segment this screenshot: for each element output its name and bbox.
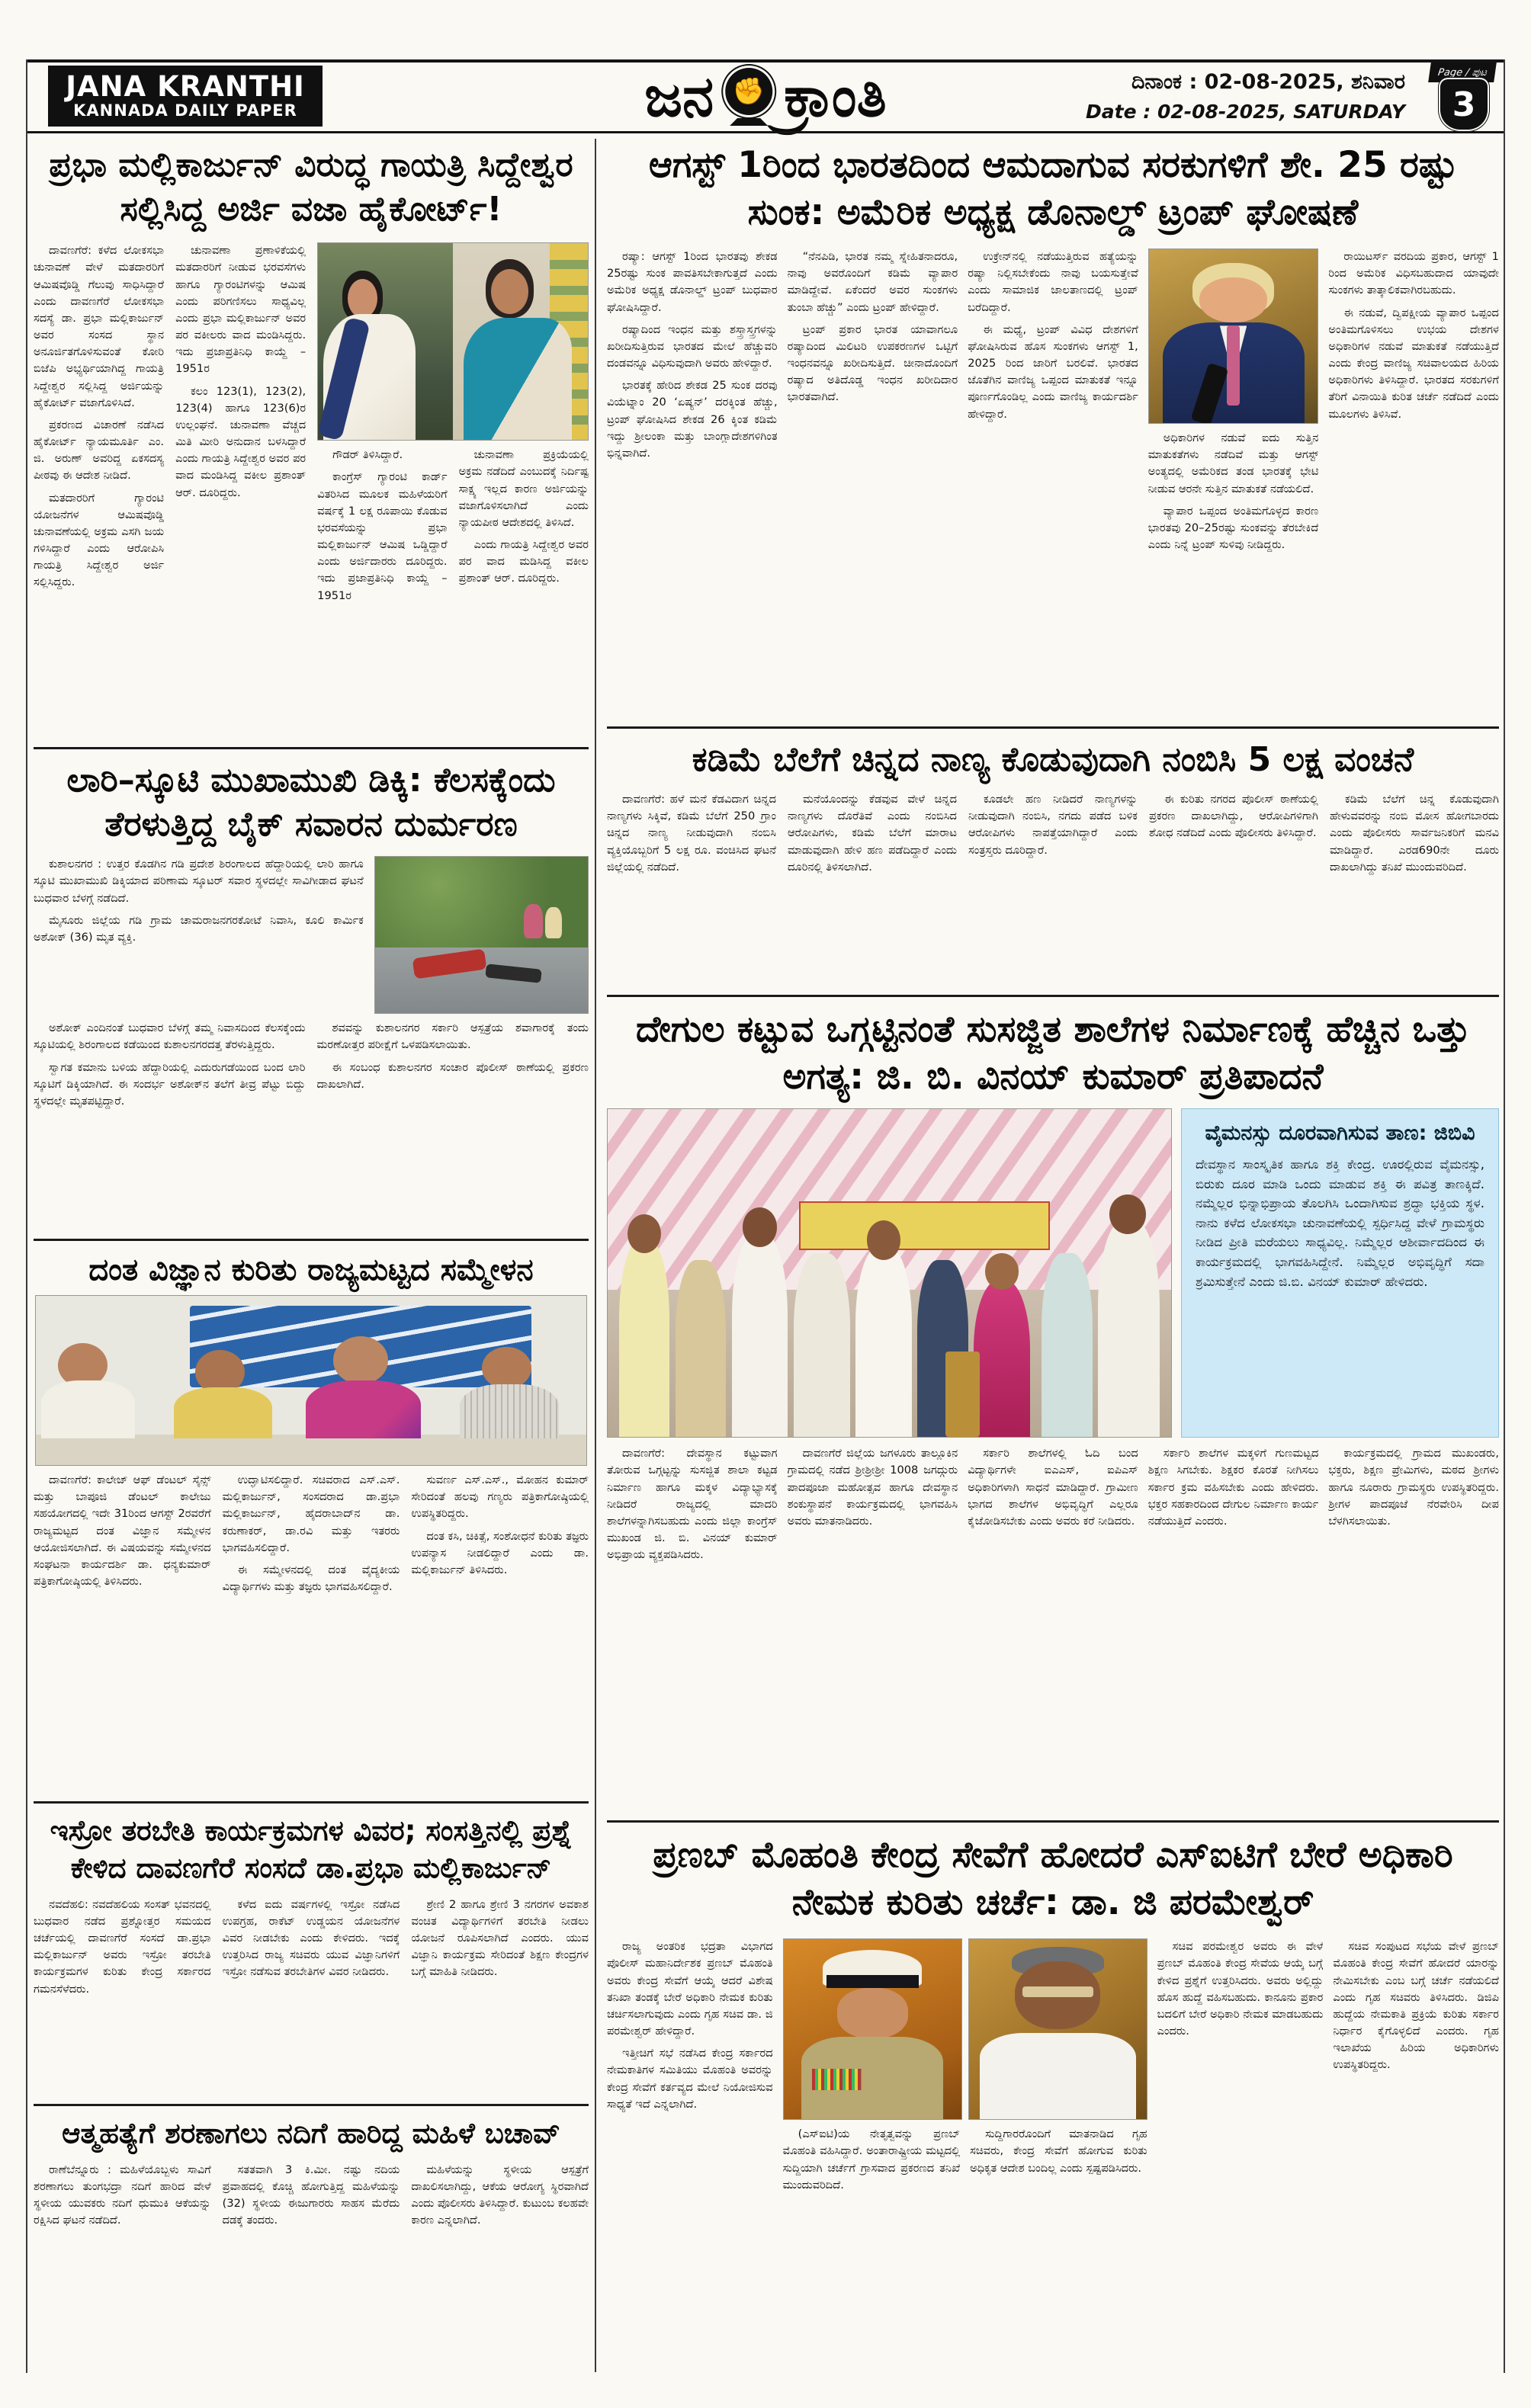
temple-col-3: ಸರ್ಕಾರಿ ಶಾಲೆಗಳಲ್ಲಿ ಓದಿ ಬಂದ ವಿದ್ಯಾರ್ಥಿಗಳೇ ಐಎಎಸ್, ಐಪಿಎಸ್ ಅಧಿಕಾರಿಗಳಾಗಿ ಸಾಧನೆ ಮಾಡಿದ್ದಾರೆ. ಗ್ರಾಮೀಣ ಭಾಗದ ಶಾಲೆಗಳ ಅಭಿವೃದ್ಧಿಗೆ ಎಲ್ಲರೂ ಕೈಜೋಡಿಸಬೇಕು ಎಂದು ಅವರು ಕರೆ ನೀಡಿದರು.: [968, 1447, 1138, 1528]
headline-dental: ದಂತ ವಿಜ್ಞಾನ ಕುರಿತು ರಾಜ್ಯಮಟ್ಟದ ಸಮ್ಮೇಳನ: [88, 1252, 534, 1288]
trump-col-2: “ನೆನಪಿಡಿ, ಭಾರತ ನಮ್ಮ ಸ್ನೇಹಿತನಾದರೂ, ನಾವು ಅವರೊಂದಿಗೆ ಕಡಿಮೆ ವ್ಯಾಪಾರ ಮಾಡಿದ್ದೇವೆ. ಏಕೆಂದರೆ ಅವರ ಸುಂಕಗಳು ತುಂಬಾ ಹೆಚ್ಚು” ಎಂದು ಟ್ರಂಪ್ ಹೇಳಿದ್ದಾರೆ. ಟ್ರಂಪ್ ಪ್ರಕಾರ ಭಾರತ ಯಾವಾಗಲೂ ರಷ್ಯಾದಿಂದ ಮಿಲಿಟರಿ ಉಪಕರಣಗಳ ಒಟ್ಟಿಗೆ ಇಂಧನವನ್ನೂ ಖರೀದಿಸುತ್ತಿದೆ. ಚೀನಾದೊಂದಿಗೆ ರಷ್ಯಾದ ಅತಿದೊಡ್ಡ ಇಂಧನ ಖರೀದಿದಾರ ಭಾರತವಾಗಿದೆ.: [787, 250, 958, 404]
masthead-dates: [1086, 70, 1405, 123]
dental-col-1: ದಾವಣಗೆರೆ: ಕಾಲೇಜ್ ಆಫ್ ಡೆಂಟಲ್ ಸೈನ್ಸ್ ಮತ್ತು ಬಾಪೂಜಿ ಡೆಂಟಲ್ ಕಾಲೇಜು ಸಹಯೋಗದಲ್ಲಿ ಇದೇ 31ರಿಂದ ಆಗಸ್ಟ್ 2ರವರೆಗೆ ರಾಜ್ಯಮಟ್ಟದ ದಂತ ವಿಜ್ಞಾನ ಸಮ್ಮೇಳನ ಆಯೋಜಿಸಲಾಗಿದೆ. ಈ ವಿಷಯವನ್ನು ಸಮ್ಮೇಳನದ ಸಂಘಟನಾ ಕಾರ್ಯದರ್ಶಿ ಡಾ. ಧನ್ಯಕುಮಾರ್ ಪತ್ರಿಕಾಗೋಷ್ಠಿಯಲ್ಲಿ ತಿಳಿಸಿದರು.: [34, 1473, 211, 1589]
page-number-badge: [1430, 63, 1500, 133]
sit-col-5: ಸಚಿವ ಸಂಪುಟದ ಸಭೆಯ ವೇಳೆ ಪ್ರಣಬ್ ಮೊಹಂತಿ ಕೇಂದ್ರ ಸೇವೆಗೆ ಹೋದರೆ ಯಾರನ್ನು ನೇಮಿಸಬೇಕು ಎಂಬ ಬಗ್ಗೆ ಚರ್ಚೆ ನಡೆಯಲಿದೆ ಎಂದು ಗೃಹ ಸಚಿವರು ತಿಳಿಸಿದರು. ಡಿಜಿಪಿ ಹುದ್ದೆಯ ನೇಮಕಾತಿ ಪ್ರಕ್ರಿಯೆ ಕುರಿತು ಸರ್ಕಾರ ನಿರ್ಧಾರ ಕೈಗೊಳ್ಳಲಿದೆ ಎಂದರು. ಗೃಹ ಇಲಾಖೆಯ ಹಿರಿಯ ಅಧಿಕಾರಿಗಳು ಉಪಸ್ಥಿತರಿದ್ದರು.: [1333, 1940, 1500, 2072]
quote-box-text: ದೇವಸ್ಥಾನ ಸಾಂಸ್ಕೃತಿಕ ಹಾಗೂ ಶಕ್ತಿ ಕೇಂದ್ರ. ಊರಲ್ಲಿರುವ ವೈಮನಸ್ಸು, ಬಿರುಕು ದೂರ ಮಾಡಿ ಒಂದು ಮಾಡುವ ಶಕ್ತಿ ಈ ಪವಿತ್ರ ತಾಣಕ್ಕಿದೆ. ನಮ್ಮೆಲ್ಲರ ಭಿನ್ನಾಭಿಪ್ರಾಯ ತೊಲಗಿಸಿ ಒಂದಾಗಿಸುವ ಶ್ರದ್ಧಾ ಭಕ್ತಿಯ ಸ್ಥಳ. ನಾನು ಕಳೆದ ಲೋಕಸಭಾ ಚುನಾವಣೆಯಲ್ಲಿ ಸ್ಪರ್ಧಿಸಿದ್ದ ವೇಳೆ ಗ್ರಾಮಸ್ಥರು ನೀಡಿದ ಪ್ರೀತಿ ಮರೆಯಲು ಸಾಧ್ಯವಿಲ್ಲ. ನಿಮ್ಮೆಲ್ಲರ ಆಶೀರ್ವಾದದಿಂದ ಈ ಕಾರ್ಯಕ್ರಮದಲ್ಲಿ ಭಾಗವಹಿಸಿದ್ದೇನೆ. ನಿಮ್ಮೆಲ್ಲರ ಅಭಿವೃದ್ಧಿಗೆ ಸದಾ ಶ್ರಮಿಸುತ್ತೇನೆ ಎಂದು ಜಿ.ಬಿ. ವಿನಯ್ ಕುಮಾರ್ ಹೇಳಿದರು.: [1196, 1157, 1484, 1289]
sit-mid-col-1: (ಎಸ್‌ಐಟಿ)ಯ ನೇತೃತ್ವವನ್ನು ಪ್ರಣಬ್ ಮೊಹಂತಿ ವಹಿಸಿದ್ದಾರೆ. ಅಂತಾರಾಷ್ಟ್ರೀಯ ಮಟ್ಟದಲ್ಲಿ ಸುದ್ದಿಯಾಗಿ ಚರ್ಚೆಗೆ ಗ್ರಾಸವಾದ ಪ್ರಕರಣದ ತನಿಖೆ ಮುಂದುವರಿದಿದೆ.: [782, 2127, 961, 2192]
separator: [607, 726, 1499, 729]
isro-col-3: ಶ್ರೇಣಿ 2 ಹಾಗೂ ಶ್ರೇಣಿ 3 ನಗರಗಳ ಅವಕಾಶ ವಂಚಿತ ವಿದ್ಯಾರ್ಥಿಗಳಿಗೆ ತರಬೇತಿ ನೀಡಲು ಯೋಜನೆ ರೂಪಿಸಲಾಗಿದೆ ಎಂದರು. ಯುವ ವಿಜ್ಞಾನಿ ಕಾರ್ಯಕ್ರಮ ಸೇರಿದಂತೆ ಶಿಕ್ಷಣ ಕೇಂದ್ರಗಳ ಬಗ್ಗೆ ಮಾಹಿತಿ ನೀಡಿದರು.: [411, 1897, 589, 1979]
temple-col-1: ದಾವಣಗೆರೆ: ದೇವಸ್ಥಾನ ಕಟ್ಟುವಾಗ ತೋರುವ ಒಗ್ಗಟ್ಟನ್ನು ಸುಸಜ್ಜಿತ ಶಾಲಾ ಕಟ್ಟಡ ನಿರ್ಮಾಣ ಹಾಗೂ ಮಕ್ಕಳ ವಿದ್ಯಾಭ್ಯಾಸಕ್ಕೆ ನೀಡಿದರೆ ರಾಜ್ಯದಲ್ಲಿ ಮಾದರಿ ಶಾಲೆಗಳನ್ನಾಗಿಸಬಹುದು ಎಂದು ಜಿಲ್ಲಾ ಕಾಂಗ್ರೆಸ್ ಮುಖಂಡ ಜಿ. ಬಿ. ವಿನಯ್ ಕುಮಾರ್ ಅಭಿಪ್ರಾಯ ವ್ಯಕ್ತಪಡಿಸಿದರು.: [607, 1447, 778, 1562]
date-kannada: ದಿನಾಂಕ : 02-08-2025, ಶನಿವಾರ: [1131, 70, 1405, 94]
sit-mid-col-2: ಸುದ್ದಿಗಾರರೊಂದಿಗೆ ಮಾತನಾಡಿದ ಗೃಹ ಸಚಿವರು, ಕೇಂದ್ರ ಸೇವೆಗೆ ಹೋಗುವ ಕುರಿತು ಅಧಿಕೃತ ಆದೇಶ ಬಂದಿಲ್ಲ ಎಂದು ಸ್ಪಷ್ಟಪಡಿಸಿದರು.: [970, 2127, 1147, 2175]
prabha-col-2: ಚುನಾವಣಾ ಪ್ರಣಾಳಿಕೆಯಲ್ಲಿ ಮತದಾರರಿಗೆ ನೀಡುವ ಭರವಸೆಗಳು ಹಾಗೂ ಗ್ಯಾರಂಟಿಗಳನ್ನು ಆಮಿಷ ಎಂದು ಪರಿಗಣಿಸಲು ಸಾಧ್ಯವಿಲ್ಲ ಎಂದು ಪ್ರಭಾ ಮಲ್ಲಿಕಾರ್ಜುನ್ ಅವರ ಪರ ವಕೀಲರು ವಾದ ಮಂಡಿಸಿದ್ದರು. ಇದು ಪ್ರಜಾಪ್ರತಿನಿಧಿ ಕಾಯ್ದೆ – 1951ರ ಕಲಂ 123(1), 123(2), 123(4) ಹಾಗೂ 123(6)ರ ಉಲ್ಲಂಘನೆ. ಚುನಾವಣಾ ವೆಚ್ಚದ ಮಿತಿ ಮೀರಿ ಅನುದಾನ ಬಳಸಿದ್ದಾರೆ ಎಂದು ಗಾಯತ್ರಿ ಸಿದ್ದೇಶ್ವರ ಅವರ ಪರ ವಾದ ಮಂಡಿಸಿದ್ದ ವಕೀಲ ಪ್ರಶಾಂತ್ ಆರ್. ದೂರಿದ್ದರು.: [175, 244, 307, 499]
rescue-col-1: ರಾಣೆಬೆನ್ನೂರು : ಮಹಿಳೆಯೊಬ್ಬಳು ಸಾವಿಗೆ ಶರಣಾಗಲು ತುಂಗಭದ್ರಾ ನದಿಗೆ ಹಾರಿದ ವೇಳೆ ಸ್ಥಳೀಯ ಯುವಕರು ನದಿಗೆ ಧುಮುಕಿ ಆಕೆಯನ್ನು ರಕ್ಷಿಸಿದ ಘಟನೆ ನಡೆದಿದೆ.: [34, 2163, 211, 2227]
paper-logo: [644, 64, 887, 130]
photo-prabha-gayathri: [317, 242, 589, 441]
headline-trump-tariff: ಆಗಸ್ಟ್ 1ರಿಂದ ಭಾರತದಿಂದ ಆಮದಾಗುವ ಸರಕುಗಳಿಗೆ ಶೇ. 25 ರಷ್ಟು ಸುಂಕ: ಅಮೆರಿಕ ಅಧ್ಯಕ್ಷ ಡೊನಾಲ್ಡ್ ಟ್ರಂಪ್ ಘೋಷಣೆ: [648, 144, 1458, 234]
article-prabha-hc: [34, 143, 589, 738]
date-english: Date : 02-08-2025, SATURDAY: [1086, 101, 1405, 123]
isro-col-2: ಕಳೆದ ಐದು ವರ್ಷಗಳಲ್ಲಿ ಇಸ್ರೋ ನಡೆಸಿದ ಉಪಗ್ರಹ, ರಾಕೆಟ್ ಉಡ್ಡಯನ ಯೋಜನೆಗಳ ವಿವರ ನೀಡಬೇಕು ಎಂದು ಕೇಳಿದರು. ಇದಕ್ಕೆ ಉತ್ತರಿಸಿದ ರಾಜ್ಯ ಸಚಿವರು ಯುವ ವಿಜ್ಞಾನಿಗಳಿಗೆ ಇಸ್ರೋ ನಡೆಸುವ ತರಬೇತಿಗಳ ವಿವರ ನೀಡಿದರು.: [222, 1897, 400, 1979]
article-trump-tariff: [607, 142, 1499, 717]
prabha-col-4: ಚುನಾವಣಾ ಪ್ರಕ್ರಿಯೆಯಲ್ಲಿ ಅಕ್ರಮ ನಡೆದಿದೆ ಎಂಬುದಕ್ಕೆ ನಿರ್ದಿಷ್ಟ ಸಾಕ್ಷ್ಯ ಇಲ್ಲದ ಕಾರಣ ಅರ್ಜಿಯನ್ನು ವಜಾಗೊಳಿಸಲಾಗಿದೆ ಎಂದು ನ್ಯಾಯಪೀಠ ಆದೇಶದಲ್ಲಿ ತಿಳಿಸಿದೆ. ಎಂದು ಗಾಯತ್ರಿ ಸಿದ್ದೇಶ್ವರ ಅವರ ಪರ ವಾದ ಮಡಿಸಿದ್ದ ವಕೀಲ ಪ್ರಶಾಂತ್ ಆರ್. ದೂರಿದ್ದರು.: [458, 448, 589, 585]
sit-col-1: ರಾಜ್ಯ ಅಂತರಿಕ ಭದ್ರತಾ ವಿಭಾಗದ ಪೊಲೀಸ್ ಮಹಾನಿರ್ದೇಶಕ ಪ್ರಣಬ್ ಮೊಹಂತಿ ಅವರು ಕೇಂದ್ರ ಸೇವೆಗೆ ಆಯ್ಕೆ ಆದರೆ ವಿಶೇಷ ತನಿಖಾ ತಂಡಕ್ಕೆ ಬೇರೆ ಅಧಿಕಾರಿ ನೇಮಕ ಕುರಿತು ಚರ್ಚಿಸಲಾಗುವುದು ಎಂದು ಗೃಹ ಸಚಿವ ಡಾ. ಜಿ ಪರಮೇಶ್ವರ್ ಹೇಳಿದ್ದಾರೆ. ಇತ್ತೀಚಿಗೆ ಸಭೆ ನಡೆಸಿದ ಕೇಂದ್ರ ಸರ್ಕಾರದ ನೇಮಕಾತಿಗಳ ಸಮಿತಿಯು ಮೊಹಂತಿ ಅವರನ್ನು ಕೇಂದ್ರ ಸೇವೆಗೆ ಕರ್ತವ್ಯದ ಮೇಲೆ ನಿಯೋಜಿಸುವ ಸಾಧ್ಯತೆ ಇದೆ ಎನ್ನಲಾಗಿದೆ.: [607, 1940, 773, 2111]
temple-col-5: ಕಾರ್ಯಕ್ರಮದಲ್ಲಿ ಗ್ರಾಮದ ಮುಖಂಡರು, ಭಕ್ತರು, ಶಿಕ್ಷಣ ಪ್ರೇಮಿಗಳು, ಮಠದ ಶ್ರೀಗಳು ಹಾಗೂ ನೂರಾರು ಗ್ರಾಮಸ್ಥರು ಉಪಸ್ಥಿತರಿದ್ದರು. ಶ್ರೀಗಳ ಪಾದಪೂಜೆ ನೆರವೇರಿಸಿ ದೀಪ ಬೆಳಗಿಸಲಾಯಿತು.: [1328, 1447, 1499, 1528]
isro-col-1: ನವದೆಹಲಿ: ನವದೆಹಲಿಯ ಸಂಸತ್ ಭವನದಲ್ಲಿ ಬುಧವಾರ ನಡೆದ ಪ್ರಶ್ನೋತ್ತರ ಸಮಯದ ಚರ್ಚೆಯಲ್ಲಿ ದಾವಣಗೆರೆ ಸಂಸದೆ ಡಾ.ಪ್ರಭಾ ಮಲ್ಲಿಕಾರ್ಜುನ್ ಅವರು ಇಸ್ರೋ ತರಬೇತಿ ಕಾರ್ಯಕ್ರಮಗಳ ಕುರಿತು ಕೇಂದ್ರ ಸರ್ಕಾರದ ಗಮನಸೆಳೆದರು.: [34, 1897, 211, 1996]
temple-col-4: ಸರ್ಕಾರಿ ಶಾಲೆಗಳ ಮಕ್ಕಳಿಗೆ ಗುಣಮಟ್ಟದ ಶಿಕ್ಷಣ ಸಿಗಬೇಕು. ಶಿಕ್ಷಕರ ಕೊರತೆ ನೀಗಿಸಲು ಸರ್ಕಾರ ಕ್ರಮ ವಹಿಸಬೇಕು ಎಂದು ಹೇಳಿದರು. ಭಕ್ತರ ಸಹಕಾರದಿಂದ ದೇಗುಲ ನಿರ್ಮಾಣ ಕಾರ್ಯ ನಡೆಯುತ್ತಿದೆ ಎಂದರು.: [1147, 1447, 1319, 1528]
page-number: 3: [1440, 79, 1488, 130]
logo-kannada-left: ಜನ: [644, 64, 714, 130]
photo-temple-event: [607, 1108, 1172, 1438]
fraud-col-2: ಮನೆಯೊಂದನ್ನು ಕೆಡವುವ ವೇಳೆ ಚಿನ್ನದ ನಾಣ್ಯಗಳು ದೊರೆತಿವೆ ಎಂದು ನಂಬಿಸಿದ ಆರೋಪಿಗಳು, ಕಡಿಮೆ ಬೆಲೆಗೆ ಮಾರಾಟ ಮಾಡುವುದಾಗಿ ಹೇಳಿ ಹಣ ಪಡೆದಿದ್ದಾರೆ ಎಂದು ದೂರಿನಲ್ಲಿ ತಿಳಿಸಲಾಗಿದೆ.: [788, 793, 957, 874]
fraud-col-4: ಈ ಕುರಿತು ನಗರದ ಪೊಲೀಸ್ ಠಾಣೆಯಲ್ಲಿ ಪ್ರಕರಣ ದಾಖಲಾಗಿದ್ದು, ಆರೋಪಿಗಳಿಗಾಗಿ ಶೋಧ ನಡೆದಿದೆ ಎಂದು ಪೊಲೀಸರು ತಿಳಿಸಿದ್ದಾರೆ.: [1149, 793, 1318, 840]
fist-icon: ✊: [725, 68, 772, 115]
separator: [34, 1801, 589, 1804]
dental-col-2: ಉದ್ಘಾಟಿಸಲಿದ್ದಾರೆ. ಸಚಿವರಾದ ಎಸ್.ಎಸ್. ಮಲ್ಲಿಕಾರ್ಜುನ್, ಸಂಸದರಾದ ಡಾ.ಪ್ರಭಾ ಮಲ್ಲಿಕಾರ್ಜುನ್, ಹೈದರಾಬಾದ್‌ನ ಡಾ. ಕರುಣಾಕರ್, ಡಾ.ರವಿ ಮತ್ತು ಇತರರು ಭಾಗವಹಿಸಲಿದ್ದಾರೆ. ಈ ಸಮ್ಮೇಳನದಲ್ಲಿ ದಂತ ವೈದ್ಯಕೀಯ ವಿದ್ಯಾರ್ಥಿಗಳು ಮತ್ತು ತಜ್ಞರು ಭಾಗವಹಿಸಲಿದ್ದಾರೆ.: [222, 1473, 400, 1594]
dental-col-3: ಸುವರ್ಣ ಎಸ್.ಎಸ್., ಮೋಹನ ಕುಮಾರ್ ಸೇರಿದಂತೆ ಹಲವು ಗಣ್ಯರು ಪತ್ರಿಕಾಗೋಷ್ಠಿಯಲ್ಲಿ ಉಪಸ್ಥಿತರಿದ್ದರು. ದಂತ ಕಸಿ, ಚಿಕಿತ್ಸೆ, ಸಂಶೋಧನೆ ಕುರಿತು ತಜ್ಞರು ಉಪನ್ಯಾಸ ನೀಡಲಿದ್ದಾರೆ ಎಂದು ಡಾ. ಮಲ್ಲಿಕಾರ್ಜುನ್ ತಿಳಿಸಿದರು.: [411, 1473, 589, 1576]
temple-col-2: ದಾವಣಗೆರೆ ಜಿಲ್ಲೆಯ ಜಗಳೂರು ತಾಲ್ಲೂಕಿನ ಗ್ರಾಮದಲ್ಲಿ ನಡೆದ ಶ್ರೀಶ್ರೀಶ್ರೀ 1008 ಜಗದ್ಗುರು ಪಾದಪೂಜಾ ಮಹೋತ್ಸವ ಹಾಗೂ ದೇವಸ್ಥಾನ ಶಂಕುಸ್ಥಾಪನೆ ಕಾರ್ಯಕ್ರಮದಲ್ಲಿ ಭಾಗವಹಿಸಿ ಅವರು ಮಾತನಾಡಿದರು.: [787, 1447, 958, 1528]
right-section: [607, 139, 1499, 2342]
fraud-col-1: ದಾವಣಗೆರೆ: ಹಳೆ ಮನೆ ಕೆಡವಿದಾಗ ಚಿನ್ನದ ನಾಣ್ಯಗಳು ಸಿಕ್ಕಿವೆ, ಕಡಿಮೆ ಬೆಲೆಗೆ 250 ಗ್ರಾಂ ಚಿನ್ನದ ನಾಣ್ಯ ನೀಡುವುದಾಗಿ ನಂಬಿಸಿ ವ್ಯಕ್ತಿಯೊಬ್ಬರಿಗೆ 5 ಲಕ್ಷ ರೂ. ವಂಚಿಸಿದ ಘಟನೆ ಜಿಲ್ಲೆಯಲ್ಲಿ ನಡೆದಿದೆ.: [607, 793, 776, 874]
prabha-col-3: ಗೌಡರ್ ತಿಳಿಸಿದ್ದಾರೆ. ಕಾಂಗ್ರೆಸ್ ಗ್ಯಾರಂಟಿ ಕಾರ್ಡ್ ವಿತರಿಸಿದ ಮೂಲಕ ಮಹಿಳೆಯರಿಗೆ ವರ್ಷಕ್ಕೆ 1 ಲಕ್ಷ ರೂಪಾಯಿ ಕೊಡುವ ಭರವಸೆಯನ್ನು ಪ್ರಭಾ ಮಲ್ಲಿಕಾರ್ಜುನ್ ಆಮಿಷ ಒಡ್ಡಿದ್ದಾರೆ ಎಂದು ಅರ್ಜಿದಾರರು ದೂರಿದ್ದರು. ಇದು ಪ್ರಜಾಪ್ರತಿನಿಧಿ ಕಾಯ್ದೆ – 1951ರ: [317, 448, 448, 602]
photo-pranab-mohanty: [783, 1938, 962, 2120]
page-label: Page / ಪುಟ: [1428, 63, 1497, 82]
headline-gold-fraud: ಕಡಿಮೆ ಬೆಲೆಗೆ ಚಿನ್ನದ ನಾಣ್ಯ ಕೊಡುವುದಾಗಿ ನಂಬಿಸಿ 5 ಲಕ್ಷ ವಂಚನೆ: [692, 740, 1414, 780]
accident-col-2: ಶವವನ್ನು ಕುಶಾಲನಗರ ಸರ್ಕಾರಿ ಆಸ್ಪತ್ರೆಯ ಶವಾಗಾರಕ್ಕೆ ತಂದು ಮರಣೋತ್ತರ ಪರೀಕ್ಷೆಗೆ ಒಳಪಡಿಸಲಾಯಿತು. ಈ ಸಂಬಂಧ ಕುಶಾಲನಗರ ಸಂಚಾರ ಪೊಲೀಸ್ ಠಾಣೆಯಲ್ಲಿ ಪ್ರಕರಣ ದಾಖಲಾಗಿದೆ.: [316, 1021, 589, 1091]
photo-donald-trump: [1148, 248, 1319, 424]
trump-col-1: ರಷ್ಯಾ: ಆಗಸ್ಟ್ 1ರಿಂದ ಭಾರತವು ಶೇಕಡ 25ರಷ್ಟು ಸುಂಕ ಪಾವತಿಸಬೇಕಾಗುತ್ತದೆ ಎಂದು ಅಮೆರಿಕ ಅಧ್ಯಕ್ಷ ಡೊನಾಲ್ಡ್ ಟ್ರಂಪ್ ಬುಧವಾರ ಘೋಷಿಸಿದ್ದಾರೆ. ರಷ್ಯಾದಿಂದ ಇಂಧನ ಮತ್ತು ಶಸ್ತ್ರಾಸ್ತ್ರಗಳನ್ನು ಖರೀದಿಸುತ್ತಿರುವ ಭಾರತದ ಮೇಲೆ ಹೆಚ್ಚುವರಿ ದಂಡವನ್ನೂ ವಿಧಿಸುವುದಾಗಿ ಅವರು ಹೇಳಿದ್ದಾರೆ. ಭಾರತಕ್ಕೆ ಹೇರಿದ ಶೇಕಡ 25 ಸುಂಕ ದರವು ವಿಯೆಟ್ನಾಂ 20 ‘ಏಷ್ಯನ್’ ದರಕ್ಕಿಂತ ಹೆಚ್ಚು, ಟ್ರಂಪ್ ಘೋಷಿಸಿದ ಶೇಕಡ 26 ಕ್ಕಿಂತ ಕಡಿಮೆ ಇದ್ದು ಶ್ರೀಲಂಕಾ ಮತ್ತು ಬಾಂಗ್ಲಾದೇಶಗಳಿಗಿಂತ ಭಿನ್ನವಾಗಿದೆ.: [607, 250, 778, 460]
fraud-col-5: ಕಡಿಮೆ ಬೆಲೆಗೆ ಚಿನ್ನ ಕೊಡುವುದಾಗಿ ಹೇಳುವವರನ್ನು ನಂಬಿ ಮೋಸ ಹೋಗಬಾರದು ಎಂದು ಪೊಲೀಸರು ಸಾರ್ವಜನಿಕರಿಗೆ ಮನವಿ ಮಾಡಿದ್ದಾರೆ. ಎರಡ690ನೇ ದೂರು ದಾಖಲಾಗಿದ್ದು ತನಿಖೆ ಮುಂದುವರಿದಿದೆ.: [1330, 793, 1499, 874]
masthead-top-rule: [27, 59, 1504, 63]
masthead-bottom-rule: [27, 131, 1504, 133]
photo-parameshwara: [968, 1938, 1147, 2120]
headline-river-rescue: ಆತ್ಮಹತ್ಯೆಗೆ ಶರಣಾಗಲು ನದಿಗೆ ಹಾರಿದ್ದ ಮಹಿಳೆ ಬಚಾವ್: [62, 2116, 560, 2150]
accident-col-beside: ಕುಶಾಲನಗರ : ಉತ್ತರ ಕೊಡಗಿನ ಗಡಿ ಪ್ರದೇಶ ಶಿರಂಗಾಲದ ಹೆದ್ದಾರಿಯಲ್ಲಿ ಲಾರಿ ಹಾಗೂ ಸ್ಕೂಟಿ ಮುಖಾಮುಖಿ ಡಿಕ್ಕಿಯಾದ ಪರಿಣಾಮ ಸ್ಕೂಟರ್ ಸವಾರ ಸ್ಥಳದಲ್ಲೇ ಸಾವಿಗೀಡಾದ ಘಟನೆ ಬುಧವಾರ ಬೆಳಗ್ಗೆ ನಡೆದಿದೆ. ಮೈಸೂರು ಜಿಲ್ಲೆಯ ಗಡಿ ಗ್ರಾಮ ಚಾಮರಾಜನಗರಕೋಟೆ ನಿವಾಸಿ, ಕೂಲಿ ಕಾರ್ಮಿಕ ಅಶೋಕ್ (36) ಮೃತ ವ್ಯಕ್ತಿ.: [34, 858, 364, 944]
headline-accident: ಲಾರಿ–ಸ್ಕೂಟಿ ಮುಖಾಮುಖಿ ಡಿಕ್ಕಿ: ಕೆಲಸಕ್ಕೆಂದು ತೆರಳುತ್ತಿದ್ದ ಬೈಕ್ ಸವಾರನ ದುರ್ಮರಣ: [66, 761, 556, 845]
article-dental: [34, 1250, 589, 1792]
headline-isro: ಇಸ್ರೋ ತರಬೇತಿ ಕಾರ್ಯಕ್ರಮಗಳ ವಿವರ; ಸಂಸತ್ತಿನಲ್ಲಿ ಪ್ರಶ್ನೆ ಕೇಳಿದ ದಾವಣಗೆರೆ ಸಂಸದೆ ಡಾ.ಪ್ರಭಾ ಮಲ್ಲಿಕಾರ್ಜುನ್: [50, 1814, 573, 1884]
article-river-rescue: [34, 2115, 589, 2379]
trump-col-3: ಉಕ್ರೇನ್‌ನಲ್ಲಿ ನಡೆಯುತ್ತಿರುವ ಹತ್ಯೆಯನ್ನು ರಷ್ಯಾ ನಿಲ್ಲಿಸಬೇಕೆಂದು ನಾವು ಬಯಸುತ್ತೇವೆ ಎಂದು ಸಾಮಾಜಿಕ ಜಾಲತಾಣದಲ್ಲಿ ಟ್ರಂಪ್ ಬರೆದಿದ್ದಾರೆ. ಈ ಮಧ್ಯೆ, ಟ್ರಂಪ್ ವಿವಿಧ ದೇಶಗಳಿಗೆ ಘೋಷಿಸಿರುವ ಹೊಸ ಸುಂಕಗಳು ಆಗಸ್ಟ್ 1, 2025 ರಿಂದ ಜಾರಿಗೆ ಬರಲಿವೆ. ಭಾರತದ ಜೊತೆಗಿನ ವಾಣಿಜ್ಯ ಒಪ್ಪಂದ ಮಾತುಕತೆ ಇನ್ನೂ ಪೂರ್ಣಗೊಂಡಿಲ್ಲ ಎಂದು ವಾಣಿಜ್ಯ ಕಾರ್ಯದರ್ಶಿ ಹೇಳಿದ್ದಾರೆ.: [968, 250, 1138, 421]
sit-col-4: ಸಚಿವ ಪರಮೇಶ್ವರ ಅವರು ಈ ವೇಳೆ ಪ್ರಣಬ್ ಮೊಹಂತಿ ಕೇಂದ್ರ ಸೇವೆಯ ಆಯ್ಕೆ ಬಗ್ಗೆ ಕೇಳಿದ ಪ್ರಶ್ನೆಗೆ ಉತ್ತರಿಸಿದರು. ಅವರು ಅಲ್ಲಿದ್ದು ಹೊಸ ಹುದ್ದೆ ವಹಿಸಬಹುದು. ಕಾನೂನು ಪ್ರಕಾರ ಬದಲಿಗೆ ಬೇರೆ ಅಧಿಕಾರಿ ನೇಮಕ ಮಾಡಬಹುದು ಎಂದರು.: [1157, 1940, 1324, 2038]
logo-kannada-right: ಕ್ರಾಂತಿ: [784, 64, 887, 130]
article-sit-transfer: [607, 1832, 1499, 2342]
photo-dental-press: [35, 1295, 587, 1466]
article-gold-fraud: [607, 738, 1499, 986]
left-section: [34, 139, 589, 2379]
fist-emblem-icon: [721, 66, 776, 127]
rescue-col-2: ಸತತವಾಗಿ 3 ಕಿ.ಮೀ. ನಷ್ಟು ನದಿಯ ಪ್ರವಾಹದಲ್ಲಿ ಕೊಚ್ಚಿ ಹೋಗುತ್ತಿದ್ದ ಮಹಿಳೆಯನ್ನು (32) ಸ್ಥಳೀಯ ಈಜುಗಾರರು ಸಾಹಸ ಮೆರೆದು ದಡಕ್ಕೆ ತಂದರು.: [222, 2163, 400, 2227]
separator: [34, 747, 589, 749]
headline-prabha-hc: ಪ್ರಭಾ ಮಲ್ಲಿಕಾರ್ಜುನ್ ವಿರುದ್ಧ ಗಾಯತ್ರಿ ಸಿದ್ದೇಶ್ವರ ಸಲ್ಲಿಸಿದ್ದ ಅರ್ಜಿ ವಜಾ ಹೈಕೋರ್ಟ್!: [49, 146, 573, 229]
rescue-col-3: ಮಹಿಳೆಯನ್ನು ಸ್ಥಳೀಯ ಆಸ್ಪತ್ರೆಗೆ ದಾಖಲಿಸಲಾಗಿದ್ದು, ಆಕೆಯ ಆರೋಗ್ಯ ಸ್ಥಿರವಾಗಿದೆ ಎಂದು ಪೊಲೀಸರು ತಿಳಿಸಿದ್ದಾರೆ. ಕುಟುಂಬ ಕಲಹವೇ ಕಾರಣ ಎನ್ನಲಾಗಿದೆ.: [411, 2163, 589, 2227]
masthead-name-box: [48, 66, 323, 127]
separator: [607, 1820, 1499, 1823]
emblem-base: [730, 118, 768, 126]
article-temple-school: [607, 1006, 1499, 1811]
fraud-col-3: ಕೂಡಲೇ ಹಣ ನೀಡಿದರೆ ನಾಣ್ಯಗಳನ್ನು ನೀಡುವುದಾಗಿ ನಂಬಿಸಿ, ನಗದು ಪಡೆದ ಬಳಿಕ ಆರೋಪಿಗಳು ನಾಪತ್ತೆಯಾಗಿದ್ದಾರೆ ಎಂದು ಸಂತ್ರಸ್ತರು ದೂರಿದ್ದಾರೆ.: [968, 793, 1138, 857]
trump-col-4-text: ಅಧಿಕಾರಿಗಳ ನಡುವೆ ಐದು ಸುತ್ತಿನ ಮಾತುಕತೆಗಳು ನಡೆದಿವೆ ಮತ್ತು ಆಗಸ್ಟ್ ಅಂತ್ಯದಲ್ಲಿ ಅಮೆರಿಕದ ತಂಡ ಭಾರತಕ್ಕೆ ಭೇಟಿ ನೀಡುವ ಆರನೇ ಸುತ್ತಿನ ಮಾತುಕತೆ ನಡೆಯಲಿದೆ. ವ್ಯಾಪಾರ ಒಪ್ಪಂದ ಅಂತಿಮಗೊಳ್ಳದ ಕಾರಣ ಭಾರತವು 20–25ರಷ್ಟು ಸುಂಕವನ್ನು ತೆರಬೇಕಿದೆ ಎಂದು ನಿನ್ನೆ ಟ್ರಂಪ್ ಸುಳಿವು ನೀಡಿದ್ದರು.: [1147, 431, 1319, 552]
separator: [34, 1239, 589, 1241]
trump-col-4: [1148, 248, 1319, 717]
paper-tagline: KANNADA DAILY PAPER: [73, 101, 297, 120]
separator: [34, 2104, 589, 2106]
separator: [607, 995, 1499, 997]
trump-col-5: ರಾಯಿಟರ್ಸ್ ವರದಿಯ ಪ್ರಕಾರ, ಆಗಸ್ಟ್ 1 ರಿಂದ ಅಮೆರಿಕ ವಿಧಿಸಬಹುದಾದ ಯಾವುದೇ ಸುಂಕಗಳು ತಾತ್ಕಾಲಿಕವಾಗಿರಬಹುದು. ಈ ನಡುವೆ, ದ್ವಿಪಕ್ಷೀಯ ವ್ಯಾಪಾರ ಒಪ್ಪಂದ ಅಂತಿಮಗೊಳಿಸಲು ಉಭಯ ದೇಶಗಳ ಅಧಿಕಾರಿಗಳ ನಡುವೆ ಮಾತುಕತೆ ನಡೆಯುತ್ತಿದೆ ಎಂದು ಕೇಂದ್ರ ವಾಣಿಜ್ಯ ಸಚಿವಾಲಯದ ಹಿರಿಯ ಅಧಿಕಾರಿಗಳು ತಿಳಿಸಿದ್ದಾರೆ. ಭಾರತದ ಸರಕುಗಳಿಗೆ ತೆರಿಗೆ ವಿನಾಯಿತಿ ಕುರಿತ ಚರ್ಚೆ ನಡೆದಿದೆ ಎಂದು ಮೂಲಗಳು ತಿಳಿಸಿವೆ.: [1328, 250, 1499, 421]
quote-box-title: ವೈಮನಸ್ಸು ದೂರವಾಗಿಸುವ ತಾಣ: ಜಿಬಿವಿ: [1205, 1121, 1475, 1146]
prabha-col-1: ದಾವಣಗೆರೆ: ಕಳೆದ ಲೋಕಸಭಾ ಚುನಾವಣೆ ವೇಳೆ ಮತದಾರರಿಗೆ ಆಮಿಷವೊಡ್ಡಿ ಗೆಲುವು ಸಾಧಿಸಿದ್ದಾರೆ ಎಂದು ದಾವಣಗೆರೆ ಲೋಕಸಭಾ ಸದಸ್ಯೆ ಡಾ. ಪ್ರಭಾ ಮಲ್ಲಿಕಾರ್ಜುನ್ ಅವರ ಸಂಸದ ಸ್ಥಾನ ಅನೂರ್ಜಿತಗೊಳಿಸುವಂತೆ ಕೋರಿ ಬಿಜೆಪಿ ಅಭ್ಯರ್ಥಿಯಾಗಿದ್ದ ಗಾಯತ್ರಿ ಸಿದ್ದೇಶ್ವರ ಸಲ್ಲಿಸಿದ್ದ ಅರ್ಜಿಯನ್ನು ಹೈಕೋರ್ಟ್ ವಜಾಗೊಳಿಸಿದೆ. ಪ್ರಕರಣದ ವಿಚಾರಣೆ ನಡೆಸಿದ ಹೈಕೋರ್ಟ್ ನ್ಯಾಯಮೂರ್ತಿ ಎಂ. ಜಿ. ಅರುಣ್ ಅವರಿದ್ದ ಏಕಸದಸ್ಯ ಪೀಠವು ಈ ಆದೇಶ ನೀಡಿದೆ. ಮತದಾರರಿಗೆ ಗ್ಯಾರಂಟಿ ಯೋಜನೆಗಳ ಆಮಿಷವೊಡ್ಡಿ ಚುನಾವಣೆಯಲ್ಲಿ ಅಕ್ರಮ ಎಸಗಿ ಜಯ ಗಳಿಸಿದ್ದಾರೆ ಎಂದು ಆರೋಪಿಸಿ ಗಾಯತ್ರಿ ಸಿದ್ದೇಶ್ವರ ಅರ್ಜಿ ಸಲ್ಲಿಸಿದ್ದರು.: [34, 244, 165, 589]
article-accident: [34, 758, 589, 1230]
photo-accident-scene: [374, 856, 589, 1014]
headline-sit-transfer: ಪ್ರಣಬ್ ಮೊಹಂತಿ ಕೇಂದ್ರ ಸೇವೆಗೆ ಹೋದರೆ ಎಸ್‌ಐಟಿಗೆ ಬೇರೆ ಅಧಿಕಾರಿ ನೇಮಕ ಕುರಿತು ಚರ್ಚೆ: ಡಾ. ಜಿ ಪರಮೇಶ್ವರ್: [653, 1834, 1453, 1924]
masthead: [27, 64, 1504, 130]
column-divider: [595, 139, 596, 2372]
headline-temple-school: ದೇಗುಲ ಕಟ್ಟುವ ಒಗ್ಗಟ್ಟಿನಂತೆ ಸುಸಜ್ಜಿತ ಶಾಲೆಗಳ ನಿರ್ಮಾಣಕ್ಕೆ ಹೆಚ್ಚಿನ ಒತ್ತು ಅಗತ್ಯ: ಜಿ. ಬಿ. ವಿನಯ್ ಕುಮಾರ್ ಪ್ರತಿಪಾದನೆ: [635, 1008, 1471, 1098]
paper-name-english: JANA KRANTHI: [66, 69, 305, 103]
quote-box: [1181, 1108, 1499, 1438]
accident-col-1: ಅಶೋಕ್ ಎಂದಿನಂತೆ ಬುಧವಾರ ಬೆಳಗ್ಗೆ ತಮ್ಮ ನಿವಾಸದಿಂದ ಕೆಲಸಕ್ಕೆಂದು ಸ್ಕೂಟಿಯಲ್ಲಿ ಶಿರಂಗಾಲದ ಕಡೆಯಿಂದ ಕುಶಾಲನಗರದತ್ತ ತೆರಳುತ್ತಿದ್ದರು. ಸ್ವಾಗತ ಕಮಾನು ಬಳಿಯ ಹೆದ್ದಾರಿಯಲ್ಲಿ ಎದುರುಗಡೆಯಿಂದ ಬಂದ ಲಾರಿ ಸ್ಕೂಟಿಗೆ ಡಿಕ್ಕಿಯಾಗಿದೆ. ಈ ಸಂದರ್ಭ ಅಶೋಕ್‌ನ ತಲೆಗೆ ತೀವ್ರ ಪೆಟ್ಟು ಬಿದ್ದು ಸ್ಥಳದಲ್ಲೇ ಮೃತಪಟ್ಟಿದ್ದಾರೆ.: [34, 1021, 306, 1108]
article-isro: [34, 1813, 589, 2095]
